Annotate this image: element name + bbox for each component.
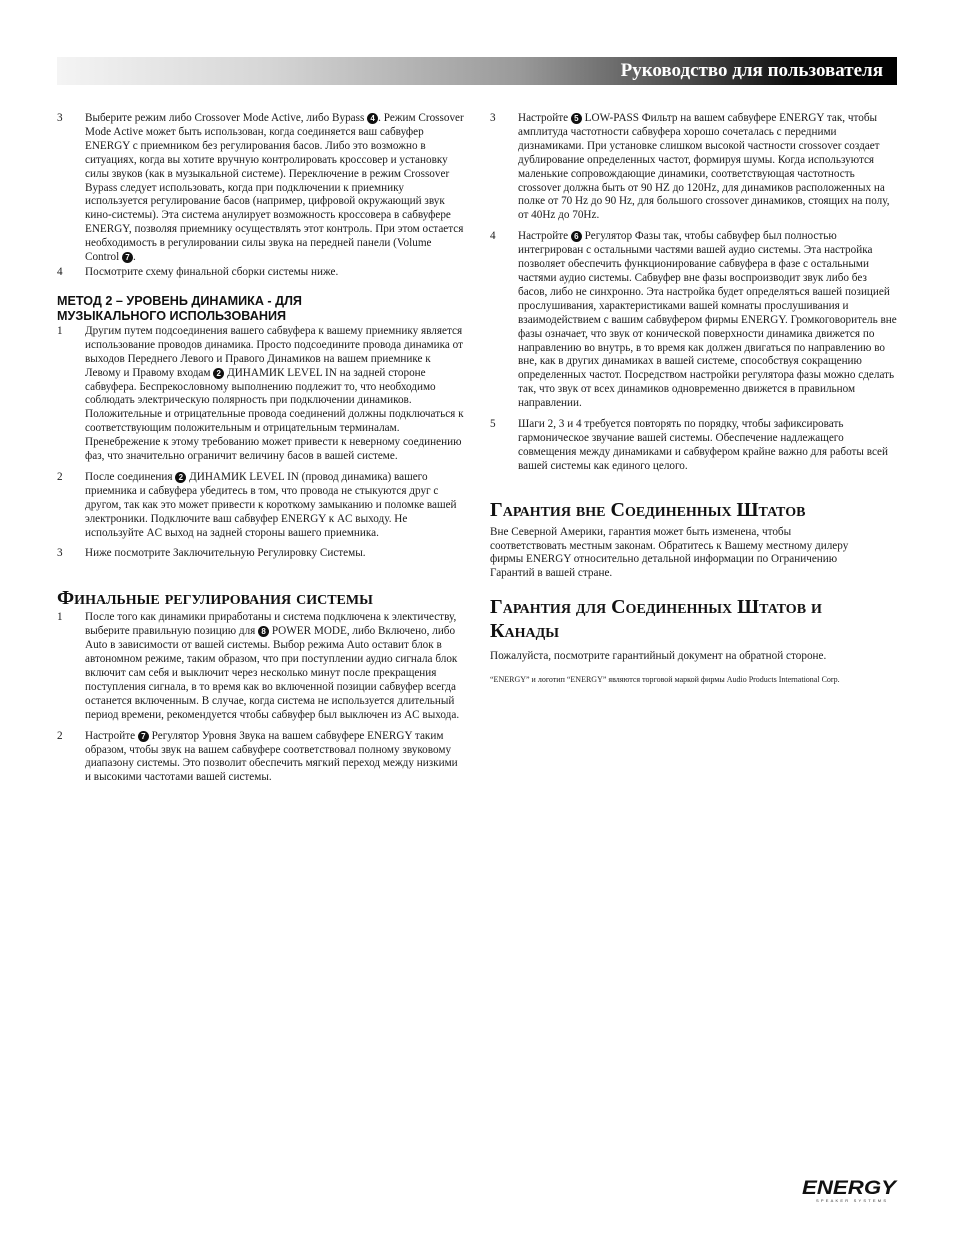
warranty-outside-us-heading: Гарантия вне Соединенных Штатов	[490, 498, 806, 521]
right-column	[490, 112, 898, 685]
item-number: 4	[57, 265, 63, 278]
item-text: Шаги 2, 3 и 4 требуется повторять по порядку, чтобы зафиксировать гармоническое звучание вашей системы. Обеспечение надлежащего совмещения между динамиками и сабвуфером крайне важно для работы всей вашей системы как единого целого.	[518, 418, 888, 472]
number-badge-icon: 7	[122, 252, 133, 263]
text-fragment: После того как динамики приработаны и система подключена к электичеству, выберите правильную позицию для	[85, 611, 457, 638]
list-item	[57, 325, 464, 464]
text-fragment: . Режим Crossover Mode Active может быть использован, когда соединяется ваш сабвуфер ENERGY с приемником без регулирования басов. Либо это возможно в ситуациях, когда вы хотите вручную контролировать кроссовер и установку силы звуков (как в музыкальной системе). Переключение в режим Crossover Bypass следует использовать, когда при подключении к приемнику используется регулирование басов (например, цифровой окружающий звук кино-системы). Эта система анулирует возможность кроссовера в сабвуфере ENERGY, позволяя приемнику осуществлять этот контроль. При этом остается необходимость в регулировании силы звука на передней панели (Volume Control	[85, 112, 464, 264]
item-number: 3	[57, 112, 63, 124]
text-fragment: .	[132, 251, 136, 264]
text-fragment: ДИНАМИК LEVEL IN (провод динамика) вашего приемника и сабвуфера убедитесь в том, что провода не стыкуются друг с другом, так как это может привести к короткому замыканию и поломке вашей электроники. Подключите ваш сабвуфер ENERGY к AC выходу. Не используйте AC выход на задней стороны вашего приемника.	[85, 470, 457, 539]
logo-wordmark: ENERGY	[802, 1178, 898, 1199]
item-text	[85, 471, 464, 541]
text-fragment: Настройте	[518, 112, 569, 124]
item-number: 5	[490, 418, 496, 431]
text-fragment: Настройте	[518, 230, 569, 243]
logo-tagline: SPEAKER SYSTEMS	[816, 1198, 886, 1203]
method-2-heading: МЕТОД 2 – УРОВЕНЬ ДИНАМИКА - ДЛЯ МУЗЫКАЛЬНОГО ИСПОЛЬЗОВАНИЯ	[57, 293, 302, 323]
item-text	[518, 230, 898, 411]
item-text	[85, 730, 464, 786]
item-number: 1	[57, 611, 63, 624]
text-fragment: Регулятор Фазы так, чтобы сабвуфер был полностью интегрирован с остальными частями вашей аудио системы. Эта настройка позволяет обеспечить функционирование сабвуфера в фазе с остальными частями аудио системы. Сабвуфер вне фазы воспроизводит звук либо без басов, либо не синхронно. Эта настройка будет определяться вашей позицией прослушивания, характеристиками вашей комнаты прослушивания и взаимодействием с вашим сабвуфером фирмы ENERGY. Громкоговоритель вне фазы означает, что звук от конической поверхности динамика движется по направлению во внутрь, в то время как должен двигаться по направлению во вне, как в других динамиках в вашей системе, способствуя сокращению определенных частот. Посредством настройки регулятора фазы можно сделать так, что звук от всех динамиков одновременно движется в правильном направлении.	[518, 230, 897, 410]
list-item	[490, 418, 898, 474]
list-item	[57, 112, 464, 265]
number-badge-icon: 2	[213, 368, 224, 379]
text-fragment: POWER MODE, либо Включено, либо Auto в зависимости от вашей системы. Выбор режима Auto оставит блок в автономном режиме, таким образом, что при поступлении аудио сигнала блок включит сам себя и выключит через несколько минут после прекращения поступления сигнала, в то время как во включенной позиции сабвуфер всегда останется включенным. В случае, когда система не используется длительный период времени, рекомендуется чтобы сабвуфер был выключен из AC выхода.	[85, 625, 460, 721]
warranty-outside-us-text: Вне Северной Америки, гарантия может быть изменена, чтобы соответствовать местным законам. Обратитесь к Вашему местному дилеру фирмы ENERGY относительно детальной информации по Ограничению Гарантий в вашей стране.	[490, 525, 849, 580]
list-item	[490, 112, 898, 223]
item-text	[518, 112, 898, 223]
list-item	[57, 611, 464, 722]
list-item	[57, 547, 464, 561]
text-fragment: После соединения	[85, 470, 173, 483]
text-fragment: Выберите режим либо Crossover Mode Active, либо Bypass	[85, 112, 365, 124]
item-text	[85, 325, 464, 464]
number-badge-icon: 2	[175, 472, 186, 483]
item-text	[85, 112, 464, 265]
list-item	[57, 730, 464, 786]
page-title: Руководство для пользователя	[620, 60, 883, 81]
warranty-us-canada-text: Пожалуйста, посмотрите гарантийный документ на обратной стороне.	[490, 650, 827, 663]
text-fragment: Регулятор Уровня Звука на вашем сабвуфере ENERGY таким образом, чтобы звук на вашем сабвуфере соответствовал полному звуковому диапазону системы. Это позволит обеспечить мягкий переход между низкими и высокими частотами вашей системы.	[85, 729, 458, 784]
left-column	[57, 112, 464, 785]
number-badge-icon: 7	[138, 731, 149, 742]
number-badge-icon: 6	[571, 231, 582, 242]
list-item	[57, 266, 464, 280]
energy-logo	[802, 1176, 898, 1204]
item-number: 3	[490, 112, 496, 124]
number-badge-icon: 8	[258, 626, 269, 637]
number-badge-icon: 4	[367, 113, 378, 124]
warranty-us-canada-heading: Гарантия для Соединенных Штатов и Канады	[490, 596, 822, 643]
trademark-note: “ENERGY” и логотип “ENERGY” являются торговой маркой фирмы Audio Products International Corp.	[490, 675, 840, 685]
final-adjustments-heading: Финальные регулирования системы	[57, 587, 373, 610]
item-number: 3	[57, 547, 63, 560]
text-fragment: LOW-PASS Фильтр на вашем сабвуфере ENERGY так, чтобы амплитуда частотности сабвуфера хорошо сочеталась с передними дизнамиками. При установке слишком высокой частности crossover создает дублирование определенных частот, формируя шумы. Когда используются маленькие сопровождающие динамики, соответствующая частотность crossover должна быть от 90 HZ до 120Hz, для динамиков расположенных на полке от 70 Hz до 90 Hz, для большого crossover динамиков, стоящих на полу, от 40Hz до 70Hz.	[518, 112, 890, 222]
number-badge-icon: 5	[571, 113, 582, 124]
item-text: Посмотрите схему финальной сборки системы ниже.	[85, 265, 339, 278]
text-fragment: Настройте	[85, 729, 136, 742]
list-item	[490, 230, 898, 411]
header-bar	[57, 57, 897, 85]
item-number: 4	[490, 230, 496, 243]
list-item	[57, 471, 464, 541]
text-fragment: ДИНАМИК LEVEL IN на задней стороне сабвуфера. Беспрекословному выполнению подлежит то, что необходимо соблюдать электрическую полярность при подключении динамиков. Положительные и отрицательные провода соединений должны подключаться к соответствующим положительным и отрицательным терминалам. Пренебрежение к этому требованию может привести к неверному соединению фаз, что значительно ограничит величину басов в вашей системе.	[85, 366, 464, 463]
item-number: 1	[57, 324, 63, 337]
item-text	[85, 611, 464, 722]
item-text: Ниже посмотрите Заключительную Регулировку Системы.	[85, 547, 366, 560]
item-number: 2	[57, 729, 63, 742]
text-fragment: Другим путем подсоединения вашего сабвуфера к вашему приемнику является использование проводов динамика. Просто подсоедините провода динамика от выходов Переднего Левого и Правого Динамиков на вашем приемнике к Левому и Правому входам	[85, 324, 463, 379]
energy-logo-icon	[802, 1176, 898, 1204]
item-number: 2	[57, 470, 63, 483]
